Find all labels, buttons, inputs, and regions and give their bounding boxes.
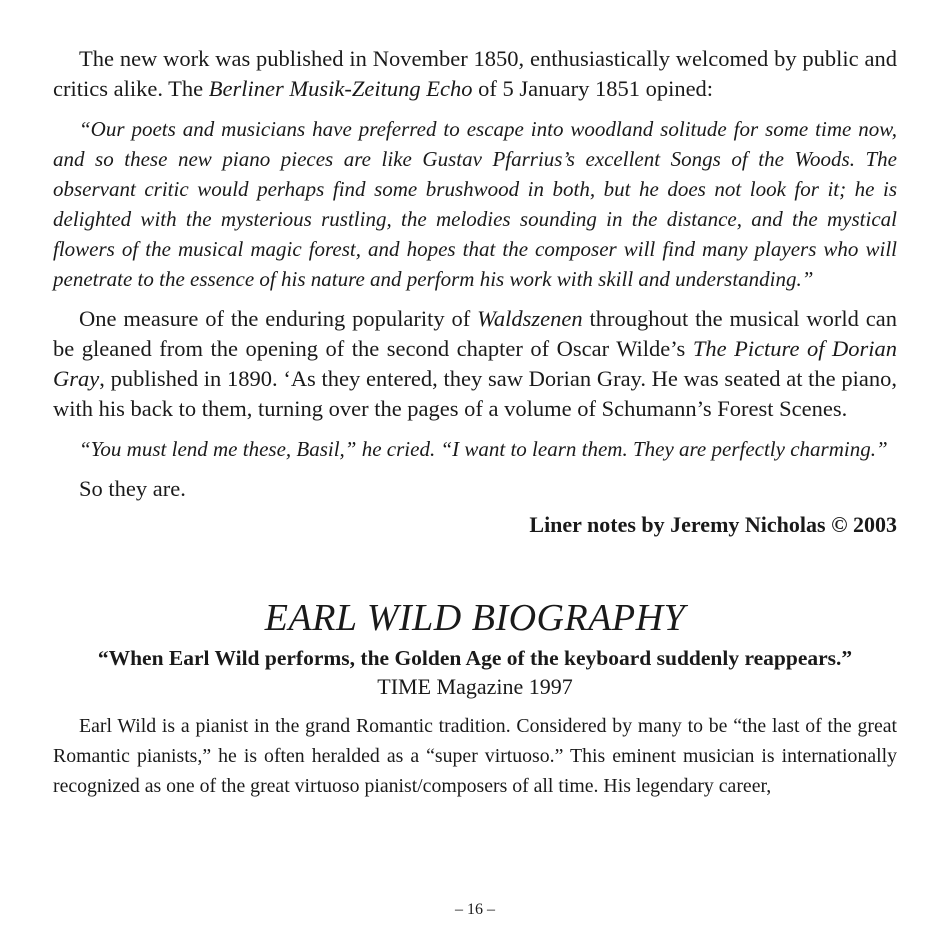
page-number: – 16 – [455,901,495,918]
novel-title: The Picture of Dorian Gray [53,336,897,391]
dorian-quote: “You must lend me these, Basil,” he cried. “I want to learn them. They are perfectly charming.” [79,437,888,461]
paragraph-popularity: One measure of the enduring popularity of Waldszenen throughout the musical world can be gleaned from the opening of the second chapter of Oscar Wilde’s The Picture of Dorian Gray, published in 1890. ‘As they entered, they saw Dorian Gray. He was seated at the piano, with his back to them, turning over the pages of a volume of Schumann’s Forest Scenes. [53,306,897,421]
biography-text: Earl Wild is a pianist in the grand Romantic tradition. Considered by many to be “the last of the great Romantic pianists,” he is often heralded as a “super virtuoso.” This eminent musician is internationally recognized as one of the great virtuoso pianist/composers of all time. His legendary career, [53,715,897,797]
work-title: Waldszenen [477,306,583,331]
liner-notes-credit: Liner notes by Jeremy Nicholas © 2003 [529,512,897,537]
biography-quote: “When Earl Wild performs, the Golden Age of the keyboard suddenly reappears.” [97,646,853,670]
critic-quote: “Our poets and musicians have preferred to escape into woodland solitude for some time now, and so these new piano pieces are like Gustav Pfarrius’s excellent Songs of the Woods. The observant critic would perhaps find some brushwood in both, but he does not look for it; he is delighted with the mysterious rustling, the melodies sounding in the distance, and the mystical flowers of the musical magic forest, and hopes that the composer will find many players who will penetrate to the essence of his nature and perform his work with skill and understanding.” [53,117,897,291]
paragraph-closing: So they are. [79,476,186,501]
publication-title: Berliner Musik-Zeitung Echo [208,76,473,101]
biography-quote-source: TIME Magazine 1997 [377,674,573,699]
page-content [53,44,897,801]
biography-title: EARL WILD BIOGRAPHY [264,597,686,639]
paragraph-publication: The new work was published in November 1850, enthusiastically welcomed by public and critics alike. The Berliner Musik-Zeitung Echo of 5 January 1851 opined: [53,46,897,101]
